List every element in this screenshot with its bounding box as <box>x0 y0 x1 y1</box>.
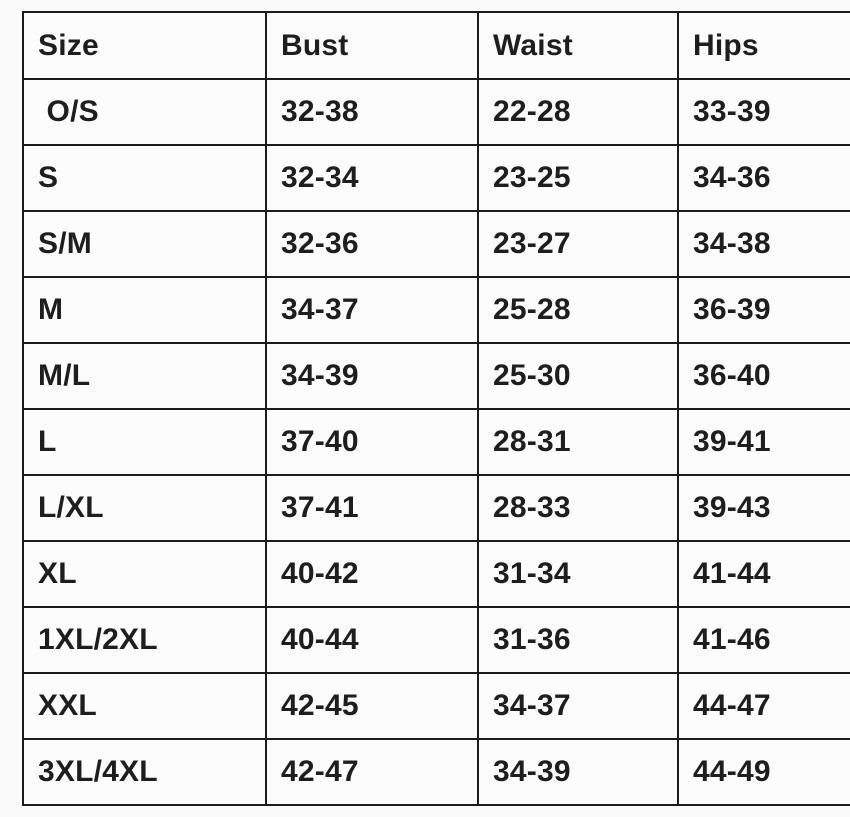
table-row <box>23 739 850 805</box>
measurement-cell: 34-36 <box>678 145 850 211</box>
measurement-cell: 44-49 <box>678 739 850 805</box>
measurement-cell: 28-31 <box>478 409 678 475</box>
measurement-cell: 40-44 <box>266 607 478 673</box>
measurement-cell: 41-44 <box>678 541 850 607</box>
table-row <box>23 145 850 211</box>
measurement-cell: 32-38 <box>266 79 478 145</box>
measurement-cell: 36-40 <box>678 343 850 409</box>
size-cell: M <box>23 277 266 343</box>
size-chart-table <box>22 11 850 806</box>
measurement-cell: 44-47 <box>678 673 850 739</box>
measurement-cell: 34-38 <box>678 211 850 277</box>
size-cell: M/L <box>23 343 266 409</box>
table-row <box>23 607 850 673</box>
measurement-cell: 22-28 <box>478 79 678 145</box>
size-cell: XXL <box>23 673 266 739</box>
measurement-cell: 36-39 <box>678 277 850 343</box>
column-header-waist: Waist <box>478 12 678 79</box>
size-cell: XL <box>23 541 266 607</box>
size-cell: L/XL <box>23 475 266 541</box>
size-cell: 3XL/4XL <box>23 739 266 805</box>
table-body <box>23 79 850 805</box>
measurement-cell: 25-28 <box>478 277 678 343</box>
size-cell: L <box>23 409 266 475</box>
measurement-cell: 37-40 <box>266 409 478 475</box>
measurement-cell: 39-43 <box>678 475 850 541</box>
measurement-cell: 32-34 <box>266 145 478 211</box>
measurement-cell: 40-42 <box>266 541 478 607</box>
measurement-cell: 31-34 <box>478 541 678 607</box>
measurement-cell: 23-27 <box>478 211 678 277</box>
measurement-cell: 34-37 <box>266 277 478 343</box>
table-row <box>23 541 850 607</box>
measurement-cell: 25-30 <box>478 343 678 409</box>
table-row <box>23 673 850 739</box>
measurement-cell: 34-37 <box>478 673 678 739</box>
size-cell: 1XL/2XL <box>23 607 266 673</box>
measurement-cell: 28-33 <box>478 475 678 541</box>
measurement-cell: 39-41 <box>678 409 850 475</box>
table-row <box>23 79 850 145</box>
table-row <box>23 277 850 343</box>
measurement-cell: 34-39 <box>478 739 678 805</box>
table-header <box>23 12 850 79</box>
measurement-cell: 32-36 <box>266 211 478 277</box>
size-cell: S/M <box>23 211 266 277</box>
table-row <box>23 343 850 409</box>
size-cell: O/S <box>23 79 266 145</box>
measurement-cell: 31-36 <box>478 607 678 673</box>
measurement-cell: 33-39 <box>678 79 850 145</box>
column-header-hips: Hips <box>678 12 850 79</box>
measurement-cell: 42-47 <box>266 739 478 805</box>
table-row <box>23 211 850 277</box>
measurement-cell: 23-25 <box>478 145 678 211</box>
header-row <box>23 12 850 79</box>
table-row <box>23 409 850 475</box>
column-header-size: Size <box>23 12 266 79</box>
measurement-cell: 41-46 <box>678 607 850 673</box>
column-header-bust: Bust <box>266 12 478 79</box>
measurement-cell: 34-39 <box>266 343 478 409</box>
table-row <box>23 475 850 541</box>
size-cell: S <box>23 145 266 211</box>
measurement-cell: 42-45 <box>266 673 478 739</box>
measurement-cell: 37-41 <box>266 475 478 541</box>
